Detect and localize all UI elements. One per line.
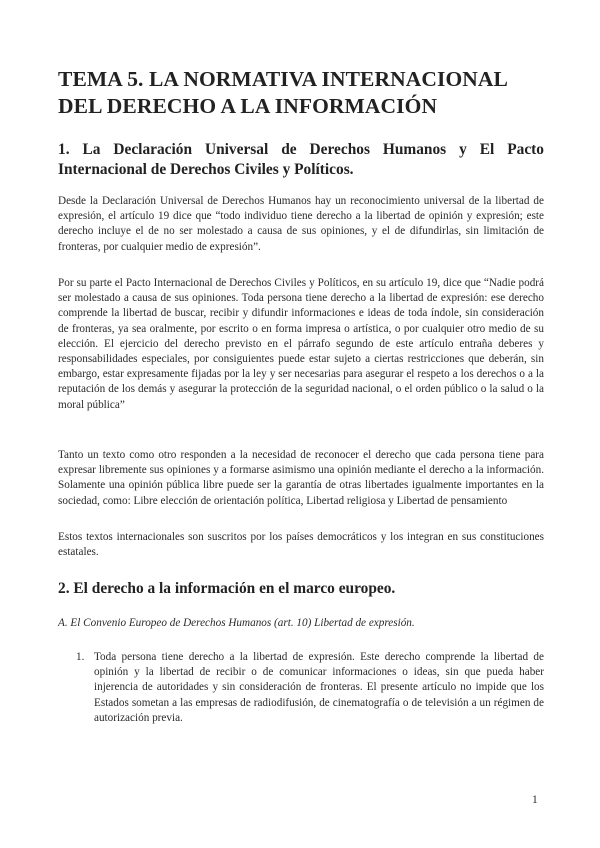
paragraph-2: Por su parte el Pacto Internacional de Derechos Civiles y Políticos, en su artículo 19, dice que “Nadie podrá ser molestado a causa de sus opiniones. Toda persona tiene derecho a la libertad de expresión: ese derecho comprende la libertad de buscar, recibir y difundir informaciones e ideas de toda índole, sin consideración de fronteras, ya sea oralmente, por escrito o en forma impresa o artística, o por cualquier otro medio de su elección. El ejercicio del derecho previsto en el párrafo segundo de este artículo entraña deberes y responsabilidades especiales, por consiguientes puede estar sujeto a ciertas restricciones que deberán, sin embargo, estar expresamente fijadas por la ley y ser necesarias para asegurar el respeto a los derechos o a la reputación de los demás y asegurar la protección de la seguridad nacional, o el orden público o la salud o la moral pública” — [58, 277, 544, 411]
page-number: 1 — [532, 794, 538, 806]
section-2-heading: 2. El derecho a la información en el marco europeo. — [58, 580, 396, 597]
paragraph-1: Desde la Declaración Universal de Derechos Humanos hay un reconocimiento universal de la libertad de expresión, el artículo 19 dice que “todo individuo tiene derecho a la libertad de opinión y expresión; este derecho incluye el de no ser molestado a causa de sus opiniones, y el de difundirlas, sin limitación de fronteras, por cualquier medio de expresión”. — [58, 195, 544, 253]
list-item-text: Toda persona tiene derecho a la libertad de expresión. Este derecho comprende la libertad de opinión y la libertad de recibir o de comunicar informaciones o ideas, sin que pueda haber injerencia de autoridades y sin consideración de fronteras. El presente artículo no impide que los Estados sometan a las empresas de radiodifusión, de cinematografía o de televisión a un régimen de autorización previa. — [94, 651, 544, 724]
paragraph-3: Tanto un texto como otro responden a la necesidad de reconocer el derecho que cada persona tiene para expresar libremente sus opiniones y a formarse asimismo una opinión mediante el derecho a la información. Solamente una opinión pública libre puede ser la garantía de otras libertades igualmente importantes en la sociedad, como: Libre elección de orientación política, Libertad religiosa y Libertad de pensamiento — [58, 449, 544, 507]
paragraph-4: Estos textos internacionales son suscritos por los países democráticos y los integran en sus constituciones estatales. — [58, 531, 544, 559]
document-title: TEMA 5. LA NORMATIVA INTERNACIONAL DEL DERECHO A LA INFORMACIÓN — [58, 67, 507, 118]
list-item-number: 1. — [76, 651, 85, 663]
section-2a-subheading: A. El Convenio Europeo de Derechos Humanos (art. 10) Libertad de expresión. — [58, 617, 415, 629]
section-1-heading: 1. La Declaración Universal de Derechos Humanos y El Pacto Internacional de Derechos Civiles y Políticos. — [58, 141, 544, 178]
